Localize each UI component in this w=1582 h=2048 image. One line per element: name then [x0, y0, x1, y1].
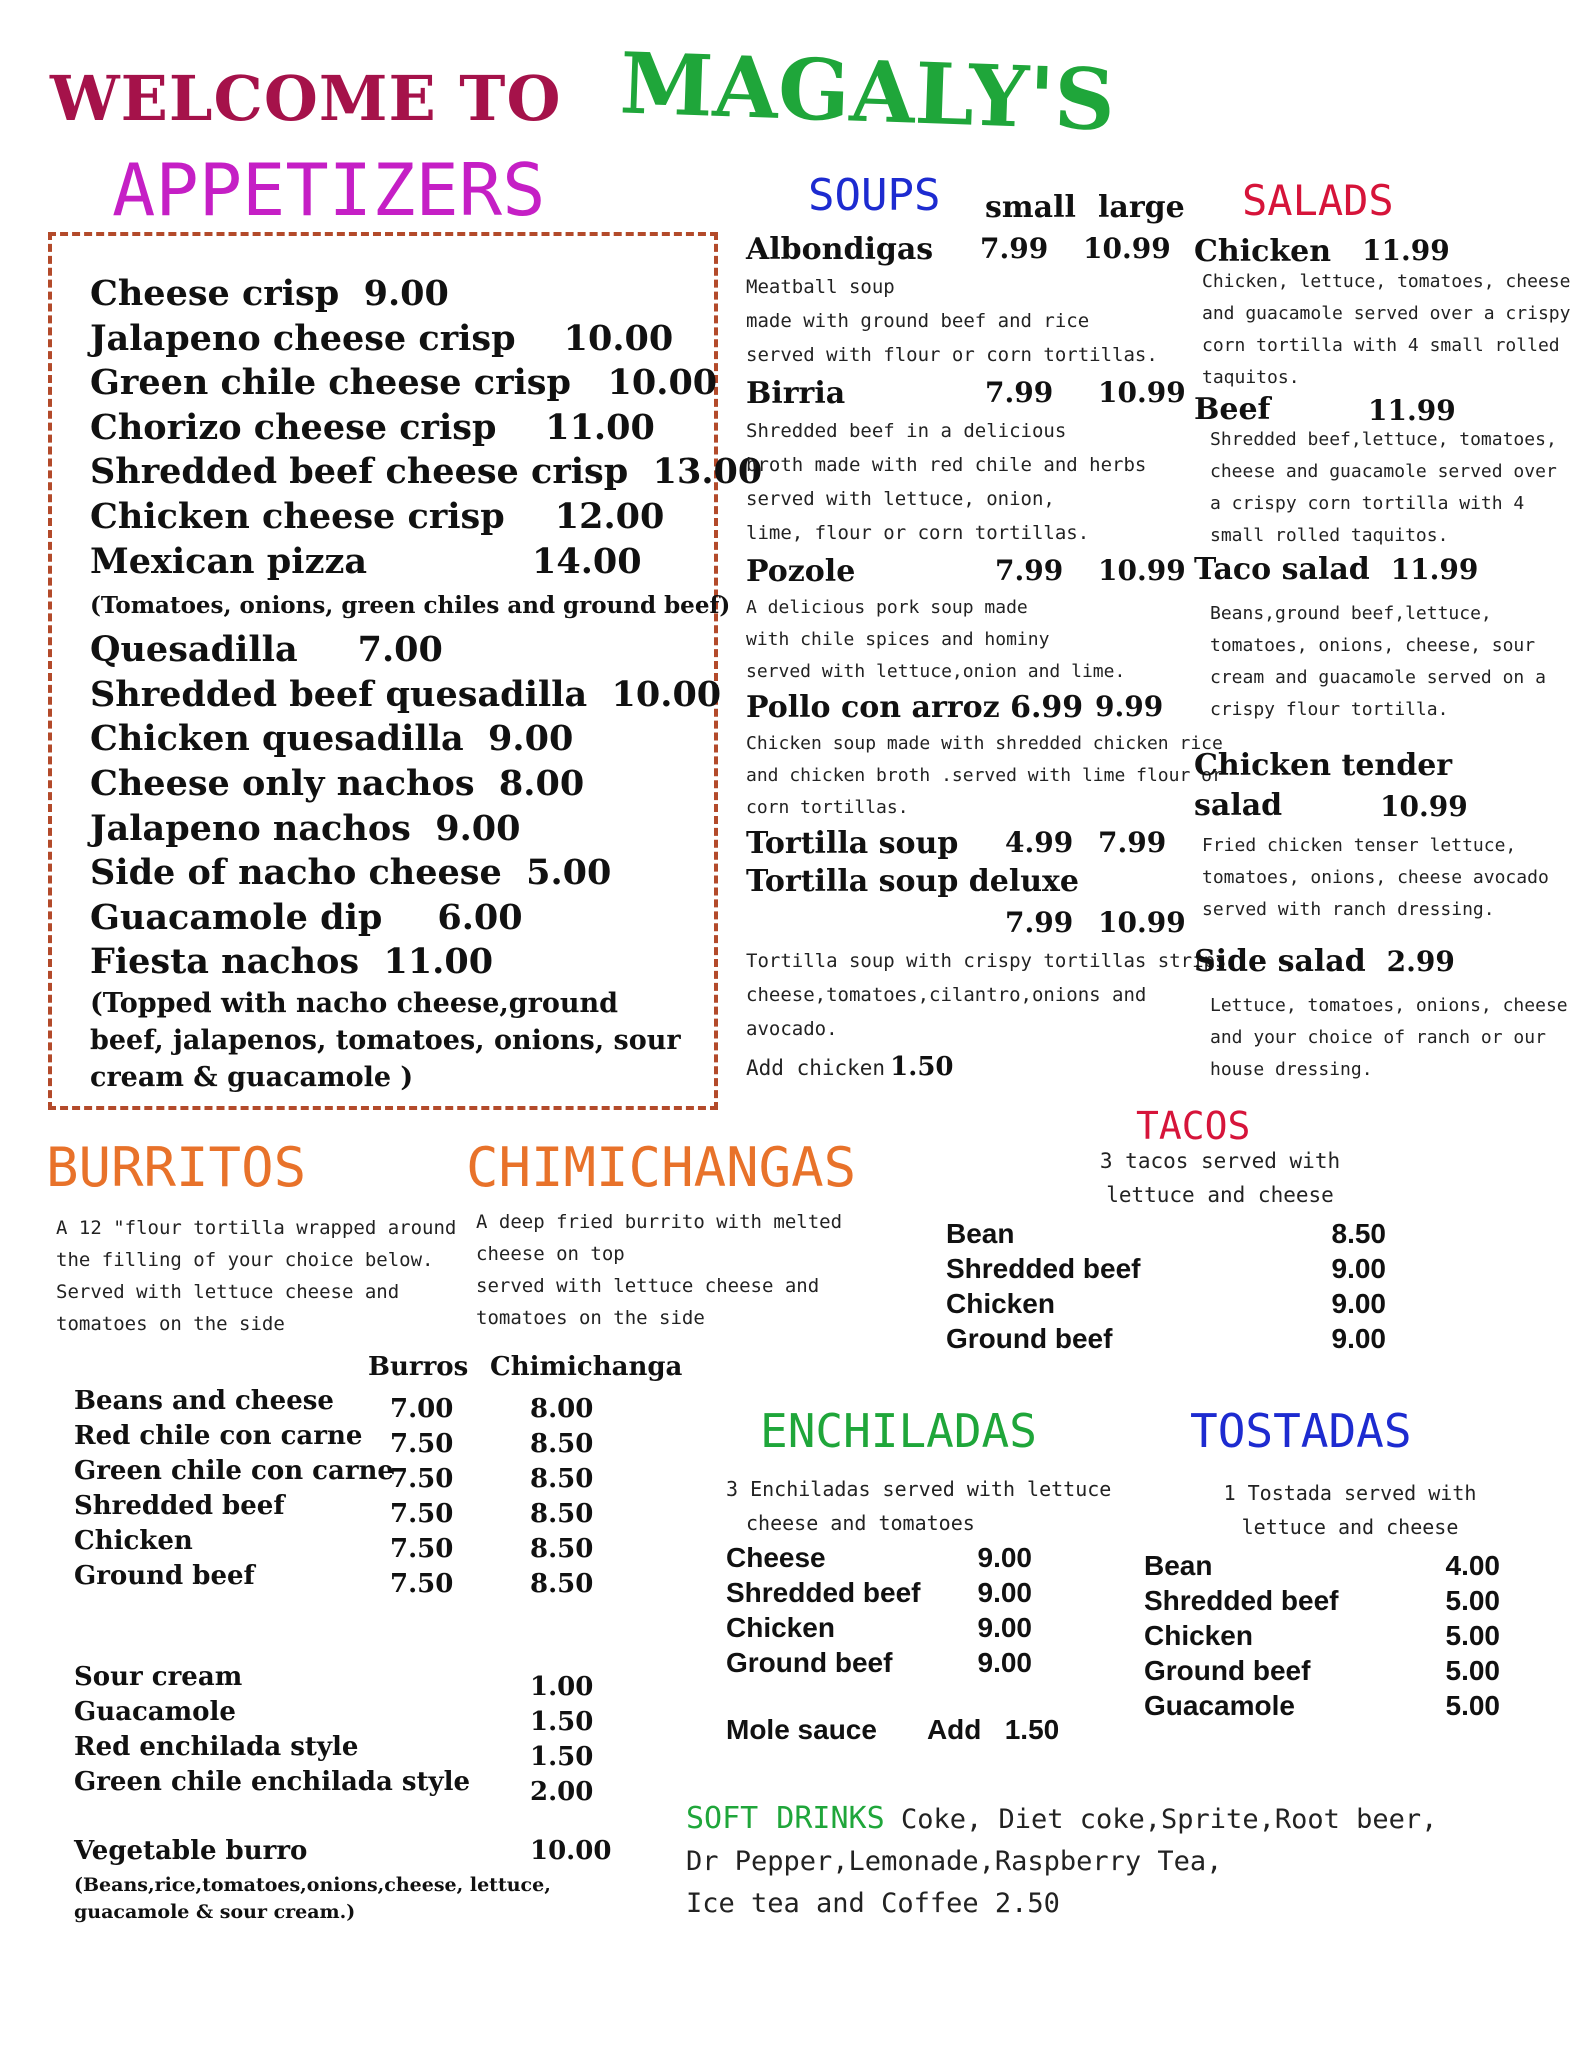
restaurant-name: MAGALY'S: [618, 33, 1117, 150]
soup-name: Birria: [746, 376, 846, 411]
soup-desc: Shredded beef in a delicious broth made with red chile and herbs served with lettuce, onion, lime, flour or corn tortillas.: [746, 420, 1147, 544]
mole-sauce: Mole sauce Add 1.50: [726, 1714, 1060, 1745]
soup-price-large: 10.99: [1083, 232, 1171, 265]
vegetable-burro-note: (Beans,rice,tomatoes,onions,cheese, lettuce, guacamole & sour cream.): [74, 1874, 551, 1923]
soup-name: Pozole: [746, 554, 856, 589]
menu-row: Bean 8.50: [946, 1218, 1386, 1249]
menu-item: Shredded beef quesadilla 10.00: [90, 673, 722, 715]
salad-desc: Chicken, lettuce, tomatoes, cheese and guacamole served over a crispy corn tortilla with 4 small rolled taquitos.: [1202, 271, 1571, 388]
menu-item: Jalapeno nachos 9.00: [90, 807, 521, 849]
menu-item: Mexican pizza 14.00: [90, 540, 642, 582]
soup-desc: Tortilla soup with crispy tortillas strips, cheese,tomatoes,cilantro,onions and avocado.: [746, 950, 1238, 1040]
menu-item: Chicken quesadilla 9.00: [90, 718, 574, 760]
salad-price: 11.99: [1368, 394, 1456, 427]
salad-name: Chicken: [1194, 234, 1332, 269]
menu-row: Green chile enchilada style 2.00: [74, 1767, 594, 1807]
menu-row: Guacamole 1.50: [74, 1697, 594, 1737]
col-header-large: large: [1098, 190, 1185, 225]
soup-price-small: 7.99: [985, 376, 1054, 409]
menu-row: Red enchilada style 1.50: [74, 1732, 594, 1772]
welcome-heading: WELCOME TO: [50, 62, 562, 135]
menu-item: Green chile cheese crisp 10.00: [90, 362, 718, 404]
menu-row: Chicken 9.00: [726, 1612, 1032, 1643]
menu-row: Guacamole 5.00: [1144, 1690, 1500, 1721]
salad-desc: Fried chicken tenser lettuce, tomatoes, onions, cheese avocado served with ranch dressing.: [1202, 835, 1549, 920]
menu-row: Chicken 9.00: [946, 1288, 1386, 1319]
menu-row: Shredded beef 9.00: [946, 1253, 1386, 1284]
menu-row: Bean 4.00: [1144, 1550, 1500, 1581]
salad-name: Taco salad 11.99: [1194, 552, 1479, 587]
menu-row: Ground beef 9.00: [946, 1323, 1386, 1354]
salad-desc: Lettuce, tomatoes, onions, cheese and your choice of ranch or our house dressing.: [1210, 995, 1568, 1080]
menu-row: Green chile con carne 7.50 8.50: [74, 1456, 594, 1494]
soup-desc: A delicious pork soup made with chile spices and hominy served with lettuce,onion and lime.: [746, 597, 1126, 682]
menu-item: Chorizo cheese crisp 11.00: [90, 406, 655, 448]
soup-price-large: 10.99: [1098, 906, 1186, 939]
tacos-desc: 3 tacos served with lettuce and cheese: [1099, 1149, 1341, 1207]
burritos-desc: A 12 "flour tortilla wrapped around the filling of your choice below. Served with lettuce cheese and tomatoes on the side: [56, 1217, 457, 1335]
soup-price-small: 7.99: [995, 554, 1064, 587]
soup-desc: Chicken soup made with shredded chicken rice and chicken broth .served with lime flour or corn tortillas.: [746, 733, 1223, 818]
menu-row: Shredded beef 5.00: [1144, 1585, 1500, 1616]
menu-item: Jalapeno cheese crisp 10.00: [90, 317, 674, 359]
tacos-heading: TACOS: [1136, 1104, 1251, 1148]
vegetable-burro: Vegetable burro 10.00: [74, 1836, 612, 1866]
menu-row: Shredded beef 7.50 8.50: [74, 1491, 594, 1529]
menu-item: Cheese only nachos 8.00: [90, 762, 585, 804]
burritos-heading: BURRITOS: [46, 1136, 307, 1199]
salad-name: Beef: [1194, 392, 1271, 427]
burritos-list: [74, 1384, 634, 1599]
enchiladas-desc: 3 Enchiladas served with lettuce cheese and tomatoes: [726, 1477, 1112, 1535]
menu-item-note: (Tomatoes, onions, green chiles and ground beef): [90, 592, 731, 620]
salads-heading: SALADS: [1242, 176, 1394, 225]
tacos-list: [946, 1216, 1386, 1356]
menu-row: Chicken 5.00: [1144, 1620, 1500, 1651]
tostadas-heading: TOSTADAS: [1190, 1404, 1412, 1458]
soup-name: Pollo con arroz 6.99: [746, 690, 1084, 725]
appetizers-list: [90, 272, 763, 1096]
menu-row: Red chile con carne 7.50 8.50: [74, 1421, 594, 1459]
soup-name: Tortilla soup: [746, 826, 959, 861]
soup-price-small: 7.99: [1005, 906, 1074, 939]
menu-item: Chicken cheese crisp 12.00: [90, 495, 665, 537]
salad-price: 10.99: [1380, 790, 1468, 823]
menu-row: Cheese 9.00: [726, 1542, 1032, 1573]
soup-price-large: 7.99: [1098, 826, 1167, 859]
menu-item: Fiesta nachos 11.00: [90, 941, 494, 983]
menu-item: Cheese crisp 9.00: [90, 273, 449, 314]
menu-row: Ground beef 9.00: [726, 1647, 1032, 1678]
menu-row: Chicken 7.50 8.50: [74, 1526, 594, 1564]
salad-desc: Beans,ground beef,lettuce, tomatoes, onions, cheese, sour cream and guacamole served on a crispy flour tortilla.: [1210, 603, 1546, 720]
soup-price-small: 4.99: [1005, 826, 1074, 859]
menu-row: Ground beef 7.50 8.50: [74, 1561, 594, 1599]
soft-drinks: SOFT DRINKS Coke, Diet coke,Sprite,Root beer, Dr Pepper,Lemonade,Raspberry Tea, Ice tea and Coffee 2.50: [686, 1801, 1438, 1919]
soups-heading: SOUPS: [808, 170, 941, 221]
soup-price-small: 7.99: [980, 232, 1049, 265]
enchiladas-heading: ENCHILADAS: [760, 1404, 1037, 1458]
extras-list: [74, 1660, 634, 1807]
salad-name: Chicken tender: [1194, 748, 1453, 783]
menu-row: Beans and cheese 7.00 8.00: [74, 1386, 594, 1424]
enchiladas-list: [726, 1540, 1032, 1680]
appetizers-heading: APPETIZERS: [112, 148, 546, 232]
col-header-burros: Burros: [368, 1352, 469, 1382]
menu-item: Guacamole dip 6.00: [90, 896, 523, 938]
menu-row: Shredded beef 9.00: [726, 1577, 1032, 1608]
soup-name: Tortilla soup deluxe: [746, 864, 1080, 899]
menu-item-note: (Topped with nacho cheese,ground beef, jalapenos, tomatoes, onions, sour cream & guacamole ): [90, 987, 681, 1093]
salad-desc: Shredded beef,lettuce, tomatoes, cheese and guacamole served over a crispy corn tortilla with 4 small rolled taquitos.: [1210, 429, 1557, 546]
chimichangas-desc: A deep fried burrito with melted cheese on top served with lettuce cheese and tomatoes on the side: [476, 1211, 843, 1329]
salad-name-cont: salad: [1194, 788, 1283, 823]
soup-price-large: 10.99: [1098, 554, 1186, 587]
soup-name: Albondigas: [746, 232, 934, 267]
chimichangas-heading: CHIMICHANGAS: [466, 1136, 857, 1199]
soup-desc: Meatball soup made with ground beef and rice served with flour or corn tortillas.: [746, 276, 1158, 366]
soft-drinks-heading: SOFT DRINKS: [686, 1801, 885, 1836]
menu-item: Quesadilla 7.00: [90, 629, 443, 671]
col-header-chimichanga: Chimichanga: [490, 1352, 683, 1382]
salad-price: 11.99: [1362, 234, 1450, 267]
menu-row: Ground beef 5.00: [1144, 1655, 1500, 1686]
tostadas-desc: 1 Tostada served with lettuce and cheese: [1223, 1481, 1477, 1539]
soup-price-large: 9.99: [1095, 690, 1164, 723]
tostadas-list: [1144, 1548, 1500, 1723]
soup-price-large: 10.99: [1098, 376, 1186, 409]
col-header-small: small: [985, 190, 1076, 225]
salad-name: Side salad 2.99: [1194, 944, 1455, 979]
menu-row: Sour cream 1.00: [74, 1662, 594, 1702]
menu-item: Side of nacho cheese 5.00: [90, 852, 612, 894]
add-chicken: Add chicken 1.50: [746, 1052, 954, 1082]
menu-item: Shredded beef cheese crisp 13.00: [90, 451, 763, 493]
